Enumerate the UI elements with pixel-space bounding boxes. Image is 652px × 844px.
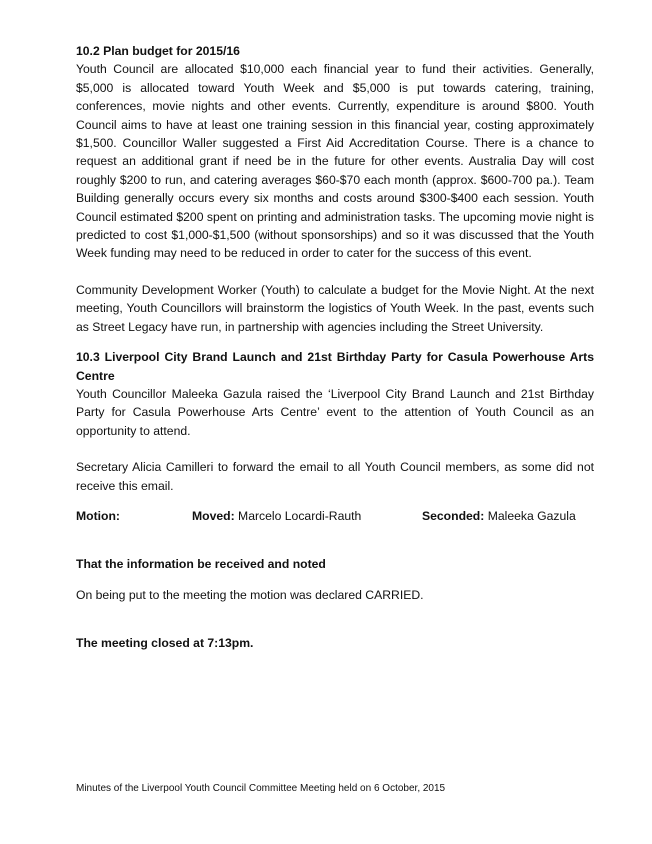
seconded-label: Seconded:: [422, 508, 485, 523]
seconded-by: [422, 507, 576, 525]
paragraph-forward-email: Secretary Alicia Camilleri to forward the email to all Youth Council members, as some did not receive this email.: [76, 460, 594, 493]
seconded-name: Maleeka Gazula: [487, 508, 576, 523]
document-body: [76, 42, 594, 653]
moved-label: Moved:: [192, 508, 235, 523]
paragraph-brand-launch-event: Youth Councillor Maleeka Gazula raised the ‘Liverpool City Brand Launch and 21st Birthday Party for Casula Powerhouse Arts Centre’ event to the attention of Youth Council as an opportunity to attend.: [76, 386, 594, 438]
paragraph-movie-night-budget: Community Development Worker (Youth) to calculate a budget for the Movie Night. At the next meeting, Youth Councillors will brainstorm the logistics of Youth Week. In the past, events such as Street Legacy have run, in partnership with agencies including the Street University.: [76, 282, 594, 334]
paragraph-budget-details: Youth Council are allocated $10,000 each financial year to fund their activities. Generally, $5,000 is allocated toward Youth Week and $5,000 is put towards catering, training, conferences, movie nights and other events. Currently, expenditure is around $800. Youth Council aims to have at least one training session in this financial year, costing approximately $1,500. Councillor Waller suggested a First Aid Accreditation Course. There is a chance to request an additional grant if need be in the future for other events. Australia Day will cost roughly $200 to run, and catering averages $60-$70 each month (approx. $600-700 pa.). Team Building generally occurs every six months and costs around $300-$400 each session. Youth Council estimated $200 spent on printing and administration tasks. The upcoming movie night is predicted to cost $1,000-$1,500 (without sponsorships) and so it was discussed that the Youth Week funding may need to be reduced in order to cater for the success of this event.: [76, 62, 594, 261]
section-heading-plan-budget: 10.2 Plan budget for 2015/16: [76, 44, 240, 58]
moved-name: Marcelo Locardi-Rauth: [238, 508, 362, 523]
page-footer: Minutes of the Liverpool Youth Council Committee Meeting held on 6 October, 2015: [76, 783, 446, 794]
section-heading-brand-launch: 10.3 Liverpool City Brand Launch and 21st Birthday Party for Casula Powerhouse Arts Centre: [76, 350, 594, 383]
motion-outcome: On being put to the meeting the motion was declared CARRIED.: [76, 587, 424, 602]
motion-row: [76, 507, 594, 525]
resolution-text: That the information be received and noted: [76, 557, 326, 572]
moved-by: [192, 507, 422, 525]
motion-label: Motion:: [76, 508, 120, 523]
meeting-closed-text: The meeting closed at 7:13pm.: [76, 636, 254, 651]
